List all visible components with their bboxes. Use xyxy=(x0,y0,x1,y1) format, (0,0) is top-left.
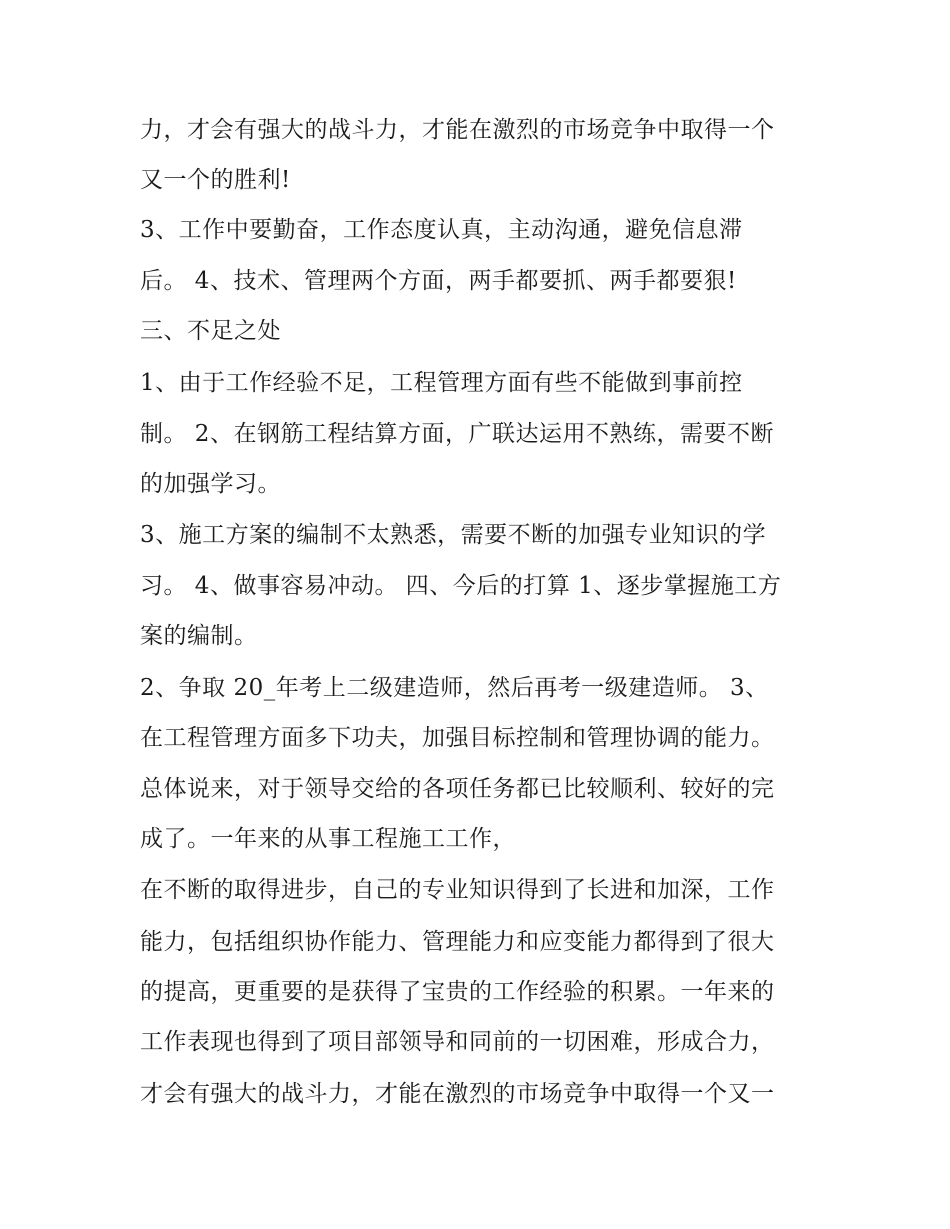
text-line: 总体说来，对于领导交给的各项任务都已比较顺利、较好的完 xyxy=(140,776,775,802)
text-line: 能力，包括组织协作能力、管理能力和应变能力都得到了很大 xyxy=(140,929,775,955)
text-line: 又一个的胜利! xyxy=(140,167,291,193)
text-line: 习。 4、做事容易冲动。 四、今后的打算 1、逐步掌握施工方 xyxy=(140,573,782,599)
text-line: 才会有强大的战斗力，才能在激烈的市场竞争中取得一个又一 xyxy=(140,1081,775,1107)
text-line: 1、由于工作经验不足，工程管理方面有些不能做到事前控 xyxy=(140,370,743,396)
text-line: 在不断的取得进步，自己的专业知识得到了长进和加深，工作 xyxy=(140,877,775,903)
text-line: 后。 4、技术、管理两个方面，两手都要抓、两手都要狠! xyxy=(140,268,737,294)
text-line: 3、工作中要勤奋，工作态度认真，主动沟通，避免信息滞 xyxy=(140,217,743,243)
text-line: 工作表现也得到了项目部领导和同前的一切困难，形成合力， xyxy=(140,1029,775,1055)
text-line: 的提高，更重要的是获得了宝贵的工作经验的积累。一年来的 xyxy=(140,979,775,1005)
text-line: 案的编制。 xyxy=(140,623,258,649)
text-line: 3、施工方案的编制不太熟悉，需要不断的加强专业知识的学 xyxy=(140,522,767,548)
text-line: 的加强学习。 xyxy=(140,471,281,497)
text-line: 成了。一年来的从事工程施工工作， xyxy=(140,826,516,852)
text-line: 在工程管理方面多下功夫，加强目标控制和管理协调的能力。 xyxy=(140,725,775,751)
text-line: 制。 2、在钢筋工程结算方面，广联达运用不熟练，需要不断 xyxy=(140,421,774,447)
text-line: 2、争取 20_年考上二级建造师，然后再考一级建造师。 3、 xyxy=(140,675,769,701)
section-heading: 三、不足之处 xyxy=(140,318,281,344)
text-line: 力，才会有强大的战斗力，才能在激烈的市场竞争中取得一个 xyxy=(140,117,775,143)
